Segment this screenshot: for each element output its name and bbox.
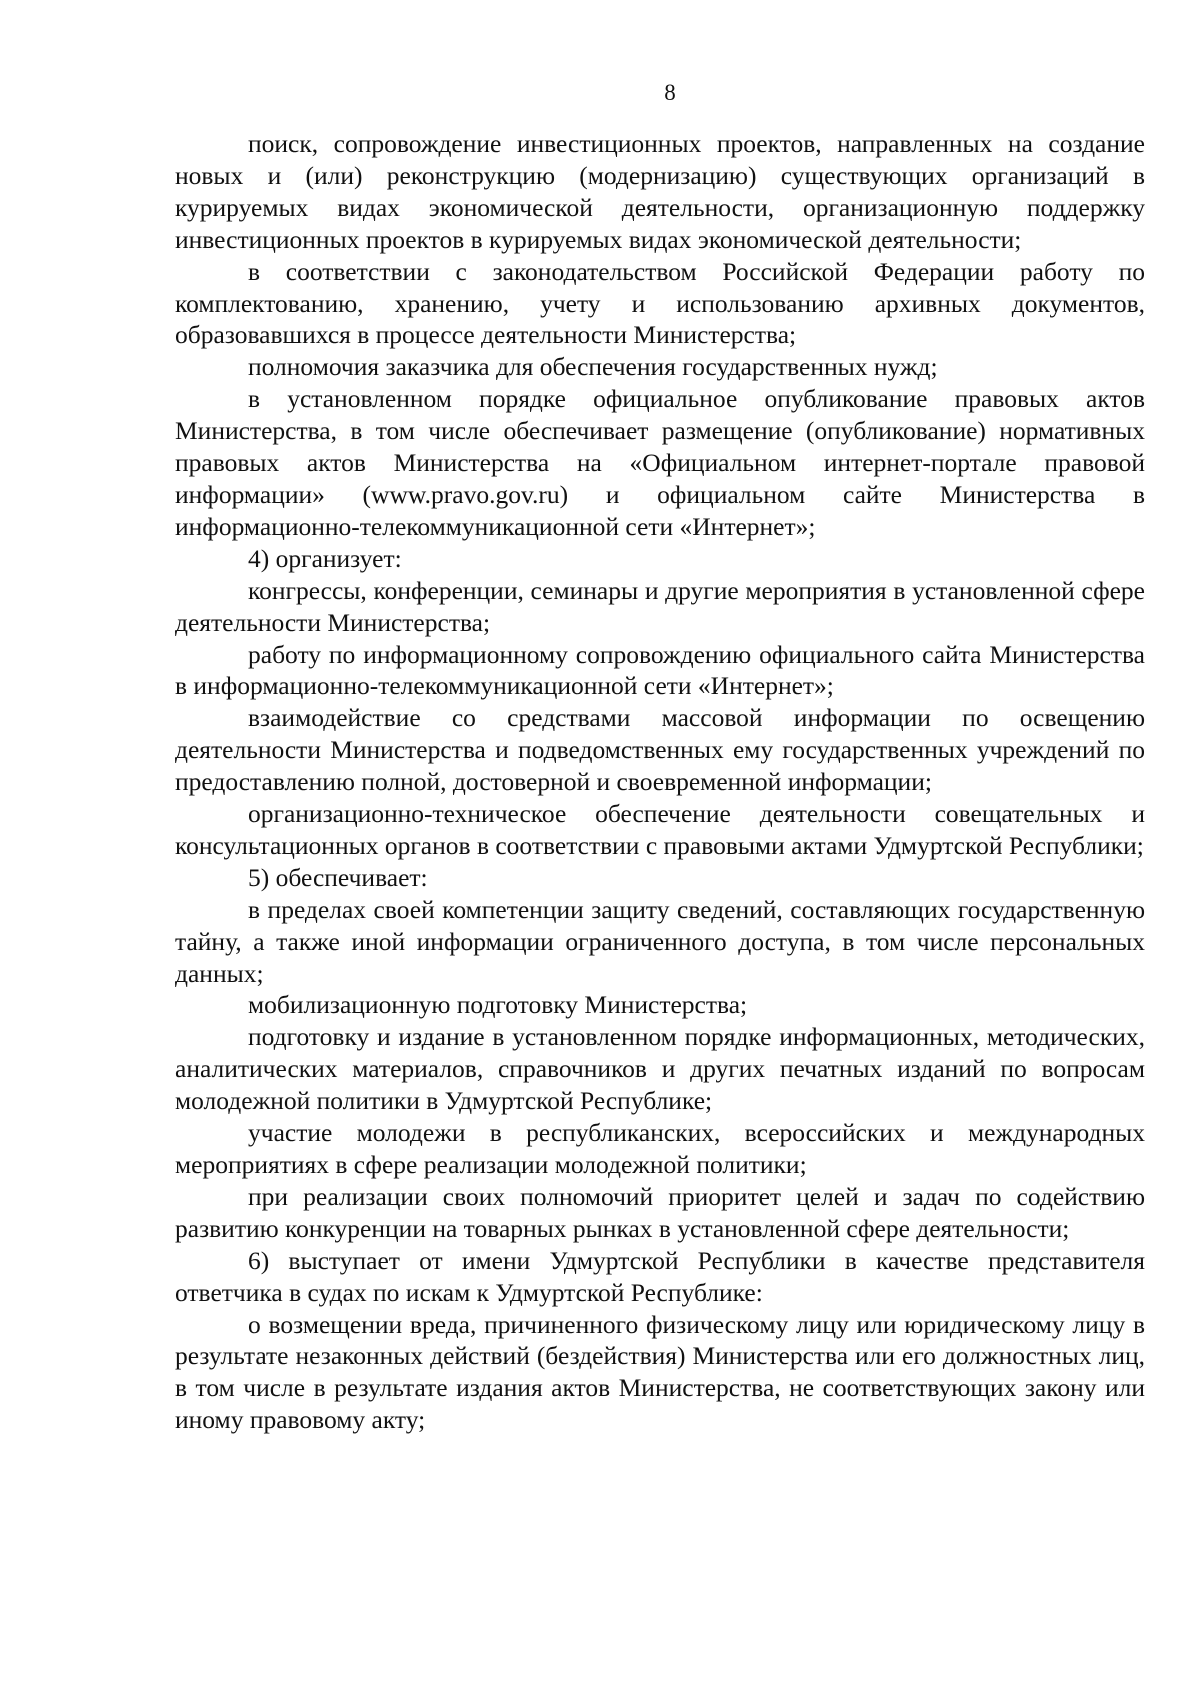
paragraph: полномочия заказчика для обеспечения государственных нужд; [248, 352, 938, 382]
paragraph: участие молодежи в республиканских, всероссийских и международных мероприятиях в сфере реализации молодежной политики; [175, 1118, 1145, 1179]
paragraph: в пределах своей компетенции защиту сведений, составляющих государственную тайну, а также иной информации ограниченного доступа, в том числе персональных данных; [175, 894, 1145, 988]
paragraph: организационно-техническое обеспечение деятельности совещательных и консультационных органов в соответствии с правовыми актами Удмуртской Республики; [175, 799, 1145, 860]
paragraph: поиск, сопровождение инвестиционных проектов, направленных на создание новых и (или) реконструкцию (модернизацию) существующих организаций в курируемых видах экономической деятельности, организационную поддержку инвестиционных проектов в курируемых видах экономической деятельности; [175, 129, 1145, 254]
section-heading: 4) организует: [248, 543, 402, 573]
section-heading: 5) обеспечивает: [248, 862, 428, 892]
paragraph: конгрессы, конференции, семинары и другие мероприятия в установленной сфере деятельности Министерства; [175, 575, 1145, 637]
paragraph: в соответствии с законодательством Российской Федерации работу по комплектованию, хранению, учету и использованию архивных документов, образовавшихся в процессе деятельности Министерства; [175, 256, 1145, 350]
section-heading: 6) выступает от имени Удмуртской Республики в качестве представителя ответчика в судах по искам к Удмуртской Республике: [175, 1245, 1145, 1307]
paragraph: подготовку и издание в установленном порядке информационных, методических, аналитических материалов, справочников и других печатных изданий по вопросам молодежной политики в Удмуртской Республике; [175, 1022, 1145, 1116]
document-body [175, 128, 1145, 1436]
paragraph: в установленном порядке официальное опубликование правовых актов Министерства, в том числе обеспечивает размещение (опубликование) нормативных правовых актов Министерства на «Официальном интернет-портале правовой информации» (www.pravo.gov.ru) и официальном сайте Министерства в информационно-телекоммуникационной сети «Интернет»; [175, 384, 1145, 541]
paragraph: работу по информационному сопровождению официального сайта Министерства в информационно-телекоммуникационной сети «Интернет»; [175, 639, 1145, 701]
paragraph: взаимодействие со средствами массовой информации по освещению деятельности Министерства и подведомственных ему государственных учреждений по предоставлению полной, достоверной и своевременной информации; [175, 703, 1145, 797]
paragraph: при реализации своих полномочий приоритет целей и задач по содействию развитию конкуренции на товарных рынках в установленной сфере деятельности; [175, 1181, 1145, 1243]
page-number: 8 [664, 80, 676, 105]
paragraph: мобилизационную подготовку Министерства; [248, 990, 748, 1020]
paragraph: о возмещении вреда, причиненного физическому лицу или юридическому лицу в результате незаконных действий (бездействия) Министерства или его должностных лиц, в том числе в результате издания актов Министерства, не соответствующих закону или иному правовому акту; [175, 1309, 1145, 1435]
